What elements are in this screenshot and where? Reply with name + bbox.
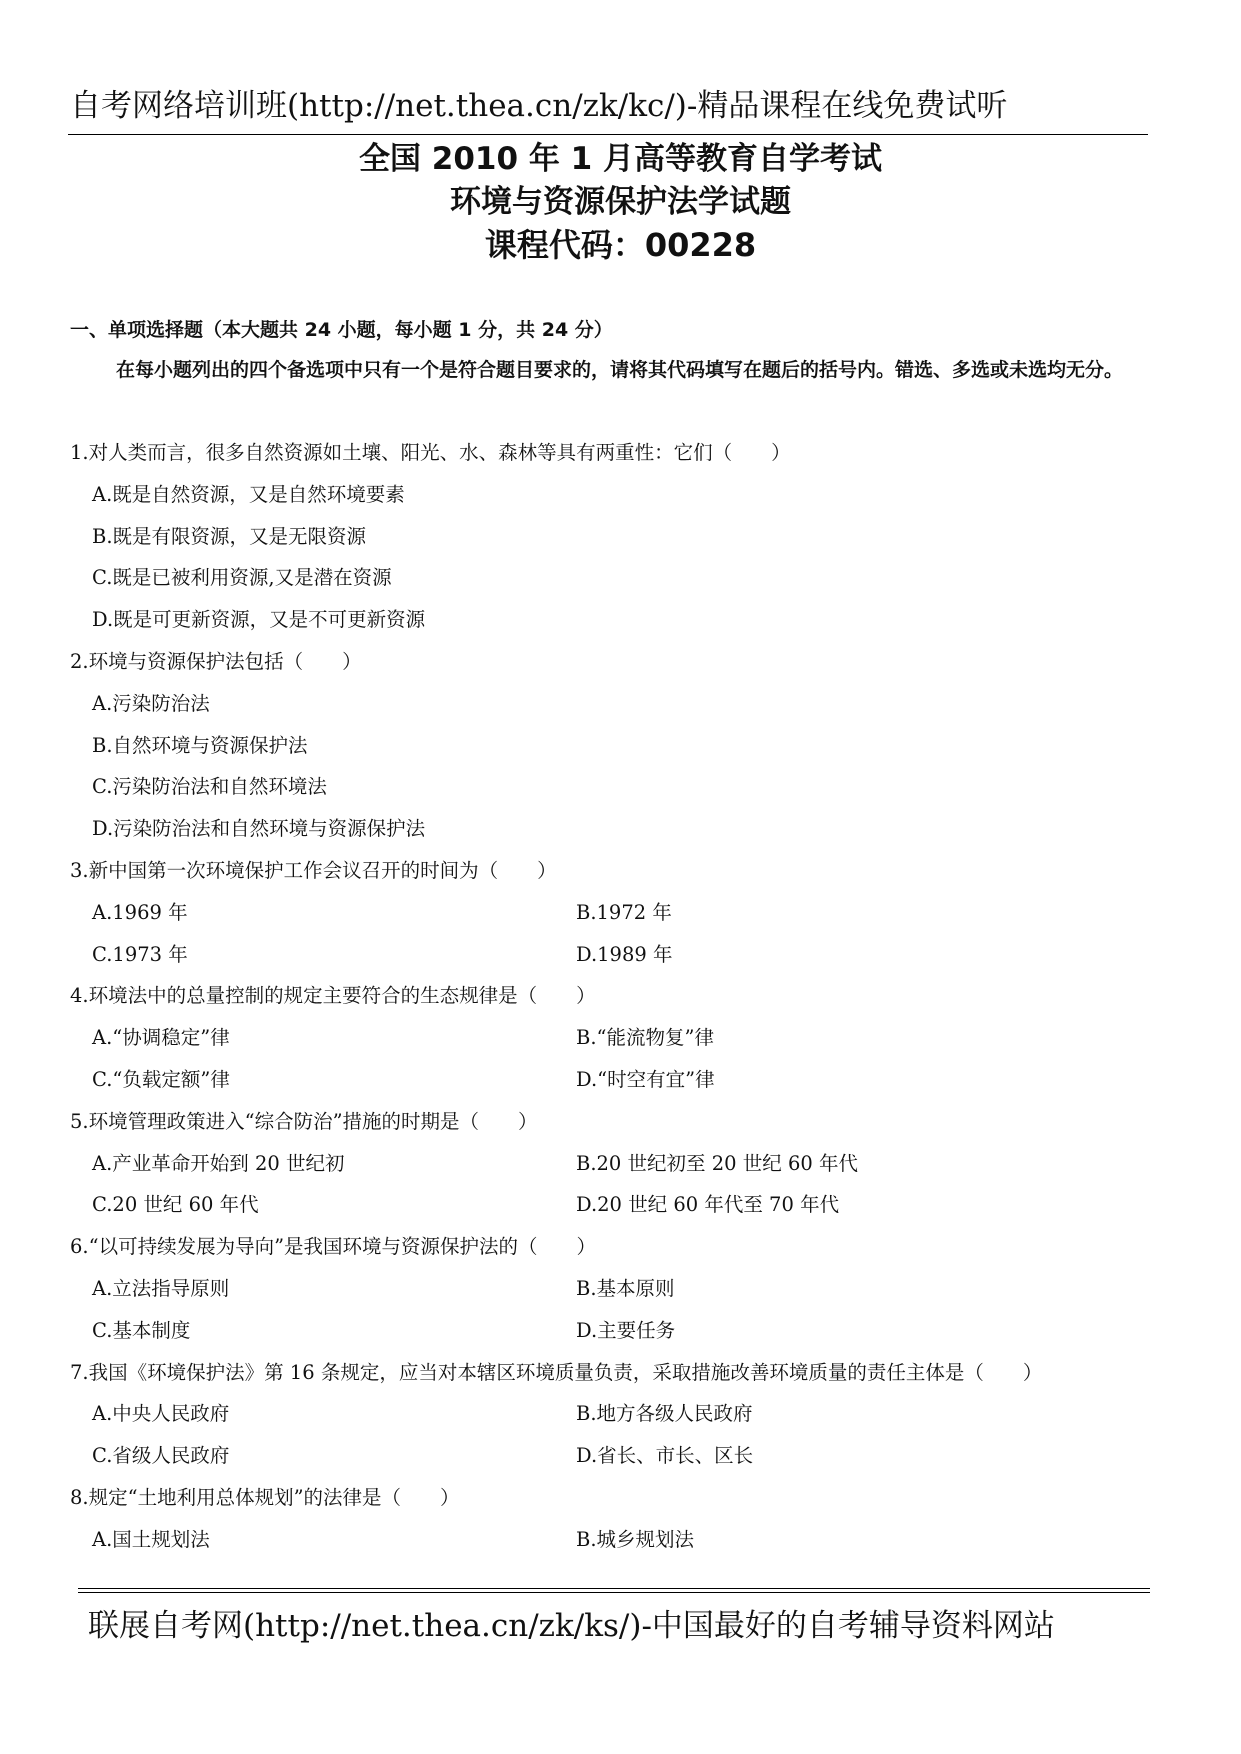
question-stem: 2.环境与资源保护法包括（ ） <box>70 649 362 673</box>
question-option: D.主要任务 <box>576 1318 676 1342</box>
question-list <box>70 432 1180 1561</box>
question-option: D.1989 年 <box>576 942 673 966</box>
question-option: B.地方各级人民政府 <box>576 1402 753 1426</box>
question-option: B.“能流物复”律 <box>576 1026 714 1050</box>
question-option: D.既是可更新资源，又是不可更新资源 <box>92 608 426 632</box>
question-option: B.既是有限资源，又是无限资源 <box>92 524 367 548</box>
section-heading: 一、单项选择题（本大题共 24 小题，每小题 1 分，共 24 分） <box>70 319 613 341</box>
option-row <box>70 1393 1180 1435</box>
option-row <box>70 934 1180 976</box>
question-option: C.省级人民政府 <box>92 1444 230 1468</box>
question-option: B.城乡规划法 <box>576 1527 695 1551</box>
option-row <box>70 1143 1180 1185</box>
question-option: A.既是自然资源，又是自然环境要素 <box>92 482 405 506</box>
option-row <box>70 1184 1180 1226</box>
question-option: C.污染防治法和自然环境法 <box>92 775 327 799</box>
option-row <box>70 1435 1180 1477</box>
question-option: A.“协调稳定”律 <box>92 1026 230 1050</box>
question-option: B.20 世纪初至 20 世纪 60 年代 <box>576 1151 858 1175</box>
question-option: D.省长、市长、区长 <box>576 1444 754 1468</box>
question-option: C.既是已被利用资源,又是潜在资源 <box>92 566 392 590</box>
question-option: D.“时空有宜”律 <box>576 1067 715 1091</box>
question-option: A.污染防治法 <box>92 691 210 715</box>
question-stem: 6.“以可持续发展为导向”是我国环境与资源保护法的（ ） <box>70 1235 597 1259</box>
question-option: D.20 世纪 60 年代至 70 年代 <box>576 1193 840 1217</box>
question-option: C.基本制度 <box>92 1318 191 1342</box>
question-option: A.中央人民政府 <box>92 1402 230 1426</box>
question-option: C.“负载定额”律 <box>92 1067 230 1091</box>
header-banner: 自考网络培训班(http://net.thea.cn/zk/kc/)-精品课程在线免费试听 <box>70 88 1008 124</box>
question-option: B.自然环境与资源保护法 <box>92 733 308 757</box>
question-stem: 5.环境管理政策进入“综合防治”措施的时期是（ ） <box>70 1109 538 1133</box>
option-row <box>70 1519 1180 1561</box>
exam-title: 全国 2010 年 1 月高等教育自学考试 <box>358 141 883 177</box>
option-row <box>70 1017 1180 1059</box>
exam-title-block <box>0 138 1241 267</box>
question-option: A.1969 年 <box>92 900 188 924</box>
section-instructions: 在每小题列出的四个备选项中只有一个是符合题目要求的，请将其代码填写在题后的括号内。错选、多选或未选均无分。 <box>116 359 1124 381</box>
question-option: B.1972 年 <box>576 900 672 924</box>
option-row <box>70 1059 1180 1101</box>
footer-banner: 联展自考网(http://net.thea.cn/zk/ks/)-中国最好的自考辅导资料网站 <box>88 1608 1055 1644</box>
question-option: B.基本原则 <box>576 1276 675 1300</box>
option-row <box>70 1268 1180 1310</box>
question-stem: 4.环境法中的总量控制的规定主要符合的生态规律是（ ） <box>70 984 596 1008</box>
header-divider <box>68 134 1148 135</box>
course-code: 课程代码：00228 <box>484 226 757 264</box>
footer-double-divider <box>78 1588 1150 1593</box>
question-option: A.国土规划法 <box>92 1527 210 1551</box>
option-row <box>70 1310 1180 1352</box>
question-option: A.立法指导原则 <box>92 1276 230 1300</box>
question-stem: 8.规定“土地利用总体规划”的法律是（ ） <box>70 1485 460 1509</box>
question-stem: 1.对人类而言，很多自然资源如土壤、阳光、水、森林等具有两重性：它们（ ） <box>70 441 791 464</box>
option-row <box>70 892 1180 934</box>
question-option: C.20 世纪 60 年代 <box>92 1193 259 1217</box>
question-option: A.产业革命开始到 20 世纪初 <box>92 1151 345 1175</box>
question-option: C.1973 年 <box>92 942 188 966</box>
exam-subject: 环境与资源保护法学试题 <box>450 184 791 220</box>
question-option: D.污染防治法和自然环境与资源保护法 <box>92 817 426 841</box>
question-stem: 7.我国《环境保护法》第 16 条规定，应当对本辖区环境质量负责，采取措施改善环境质量的责任主体是（ ） <box>70 1360 1043 1384</box>
question-stem: 3.新中国第一次环境保护工作会议召开的时间为（ ） <box>70 858 557 882</box>
